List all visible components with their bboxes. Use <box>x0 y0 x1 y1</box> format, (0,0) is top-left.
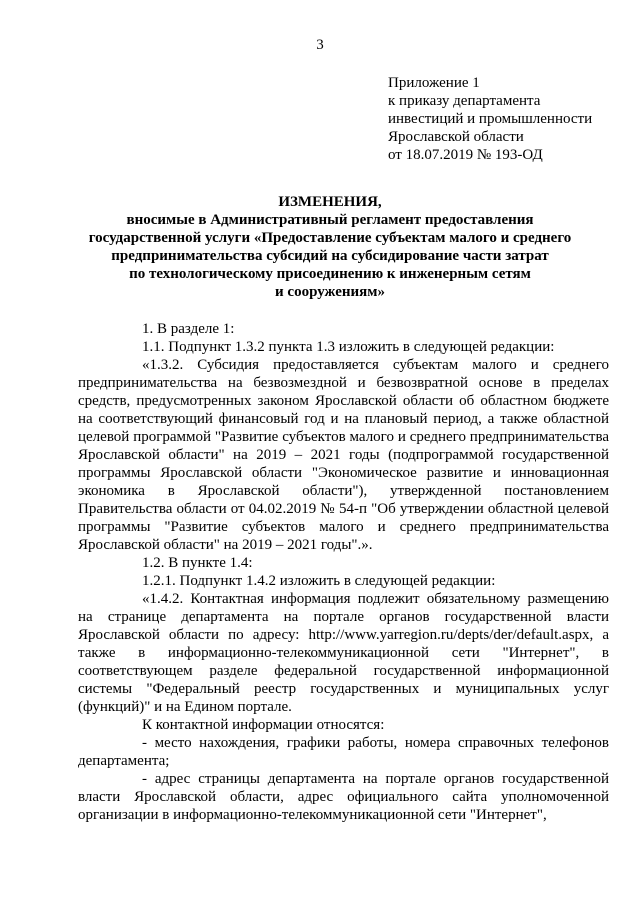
paragraph: К контактной информации относятся: <box>142 717 385 733</box>
paragraph: 1.1. Подпункт 1.3.2 пункта 1.3 изложить в следующей редакции: <box>142 339 555 355</box>
paragraph: 1.2. В пункте 1.4: <box>142 555 253 571</box>
title-line: по технологическому присоединению к инженерным сетям <box>129 266 531 282</box>
appendix-line: от 18.07.2019 № 193-ОД <box>388 147 543 163</box>
title-line: предпринимательства субсидий на субсидирование части затрат <box>111 248 549 264</box>
appendix-block <box>388 74 628 164</box>
title-line: и сооружениям» <box>275 284 385 300</box>
title-line: вносимые в Административный регламент предоставления <box>126 212 534 228</box>
document-body <box>78 320 609 824</box>
title-heading: ИЗМЕНЕНИЯ, <box>278 194 382 210</box>
paragraph: 1.2.1. Подпункт 1.4.2 изложить в следующей редакции: <box>142 573 496 589</box>
page-number: 3 <box>316 37 324 53</box>
appendix-line: Приложение 1 <box>388 75 480 91</box>
appendix-line: Ярославской области <box>388 129 524 145</box>
paragraph: - адрес страницы департамента на портале органов государственной власти Ярославской области, адрес официального сайта уполномоченной организации в информационно-телекоммуникационной сети "Интернет", <box>78 771 609 823</box>
title-line: государственной услуги «Предоставление субъектам малого и среднего <box>88 230 572 246</box>
appendix-line: к приказу департамента <box>388 93 541 109</box>
paragraph: - место нахождения, графики работы, номера справочных телефонов департамента; <box>78 735 609 769</box>
paragraph: 1. В разделе 1: <box>142 321 235 337</box>
paragraph: «1.4.2. Контактная информация подлежит обязательному размещению на странице департамента на портале органов государственной власти Ярославской области по адресу: http://www.yarregion.ru/depts/der/default.aspx, а также в информационно-телекоммуникационной сети "Интернет", в соответствующем разделе федеральной государственной информационной системы "Федеральный реестр государственных и муниципальных услуг (функций)" и на Едином портале. <box>78 591 609 715</box>
paragraph: «1.3.2. Субсидия предоставляется субъектам малого и среднего предпринимательства на безвозмездной и безвозвратной основе в пределах средств, предусмотренных законом Ярославской области об областном бюджете на соответствующий финансовый год и на плановый период, а также областной целевой программой "Развитие субъектов малого и среднего предпринимательства Ярославской области" на 2019 – 2021 годы (подпрограммой государственной программы Ярославской области "Экономическое развитие и инновационная экономика в Ярославской области"), утвержденной постановлением Правительства области от 04.02.2019 № 54-п "Об утверждении областной целевой программы "Развитие субъектов малого и среднего предпринимательства Ярославской области" на 2019 – 2021 годы".». <box>78 357 609 553</box>
document-title <box>60 193 600 301</box>
appendix-line: инвестиций и промышленности <box>388 111 593 127</box>
